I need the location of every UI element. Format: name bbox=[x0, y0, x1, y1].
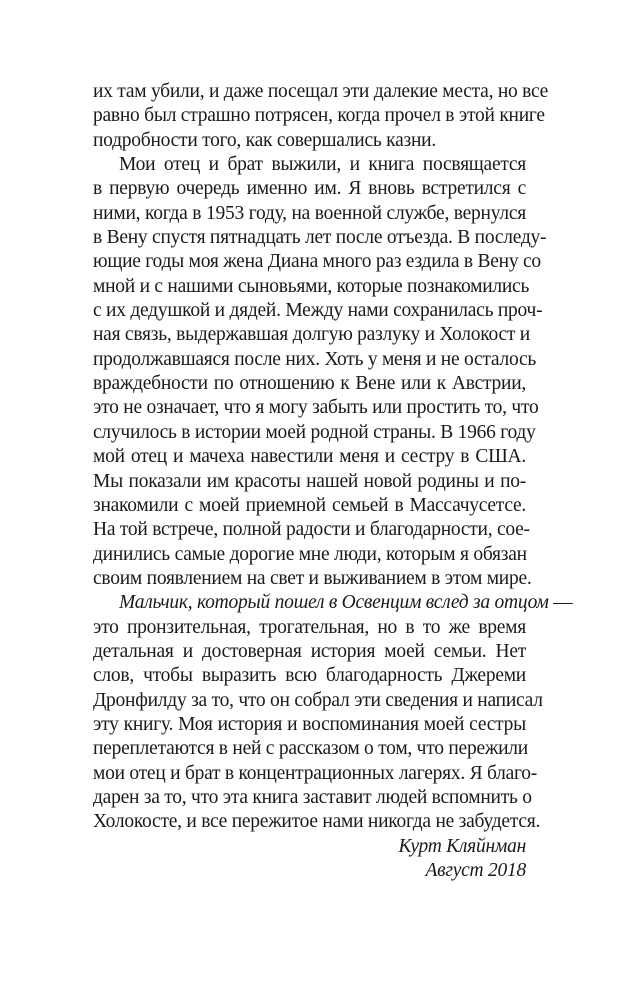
text-line: эту книгу. Моя история и воспоминания моей сестры bbox=[93, 713, 526, 735]
text-line bbox=[93, 591, 573, 615]
text-line: равно был страшно потрясен, когда прочел в этой книге bbox=[93, 105, 545, 127]
text-line: в первую очередь именно им. Я вновь встретился с bbox=[93, 178, 526, 200]
text-line: ними, когда в 1953 году, на военной службе, вернулся bbox=[93, 202, 526, 224]
text-line: Мы показали им красоты нашей новой родины и по- bbox=[93, 470, 526, 492]
text-line: Холокосте, и все пережитое нами никогда не забудется. bbox=[93, 811, 541, 833]
text-line: динились самые дорогие мне люди, которым я обязан bbox=[93, 543, 527, 565]
text-line: Мои отец и брат выжили, и книга посвящается bbox=[119, 154, 526, 176]
text-line: с их дедушкой и дядей. Между нами сохранилась проч- bbox=[93, 300, 543, 322]
text-fragment: — bbox=[548, 592, 573, 614]
text-line: детальная и достоверная история моей семьи. Нет bbox=[93, 640, 526, 662]
signature-date: Август 2018 bbox=[425, 860, 526, 881]
text-line: подробности того, как совершались казни. bbox=[93, 129, 436, 151]
text-line: слов, чтобы выразить всю благодарность Джереми bbox=[93, 665, 526, 687]
text-line: это пронзительная, трогательная, но в то же время bbox=[93, 616, 526, 638]
text-line: в Вену спустя пятнадцать лет после отъезда. В последу- bbox=[93, 227, 547, 249]
text-line: ная связь, выдержавшая долгую разлуку и Холокост и bbox=[93, 324, 530, 346]
text-line: мои отец и брат в концентрационных лагерях. Я благо- bbox=[93, 762, 538, 784]
text-line: знакомили с моей приемной семьей в Массачусетсе. bbox=[93, 494, 526, 516]
text-line: их там убили, и даже посещал эти далекие места, но все bbox=[93, 81, 549, 102]
text-line: это не означает, что я могу забыть или простить то, что bbox=[93, 397, 539, 419]
text-line: продолжавшаяся после них. Хоть у меня и не осталось bbox=[93, 348, 537, 370]
text-line: враждебности по отношению к Вене или к Австрии, bbox=[93, 373, 526, 395]
text-line: своим появлением на свет и выживанием в этом мире. bbox=[93, 567, 532, 589]
text-line: случилось в истории моей родной страны. В 1966 году bbox=[93, 421, 536, 443]
text-line: На той встрече, полной радости и благодарности, сое- bbox=[93, 519, 530, 541]
author-signature: Курт Кляйнман bbox=[398, 835, 526, 857]
text-line: переплетаются в ней с рассказом о том, что пережили bbox=[93, 738, 528, 760]
book-title-italic: Мальчик, который пошел в Освенцим вслед за отцом bbox=[119, 592, 549, 614]
text-line: мной и с нашими сыновьями, которые познакомились bbox=[93, 275, 530, 297]
text-line: дарен за то, что эта книга заставит людей вспомнить о bbox=[93, 786, 532, 808]
text-line: ющие годы моя жена Диана много раз ездила в Вену со bbox=[93, 251, 541, 273]
text-line: Дронфилду за то, что он собрал эти сведения и написал bbox=[93, 689, 543, 711]
page-text bbox=[93, 80, 573, 883]
text-line: мой отец и мачеха навестили меня и сестру в США. bbox=[93, 446, 526, 468]
